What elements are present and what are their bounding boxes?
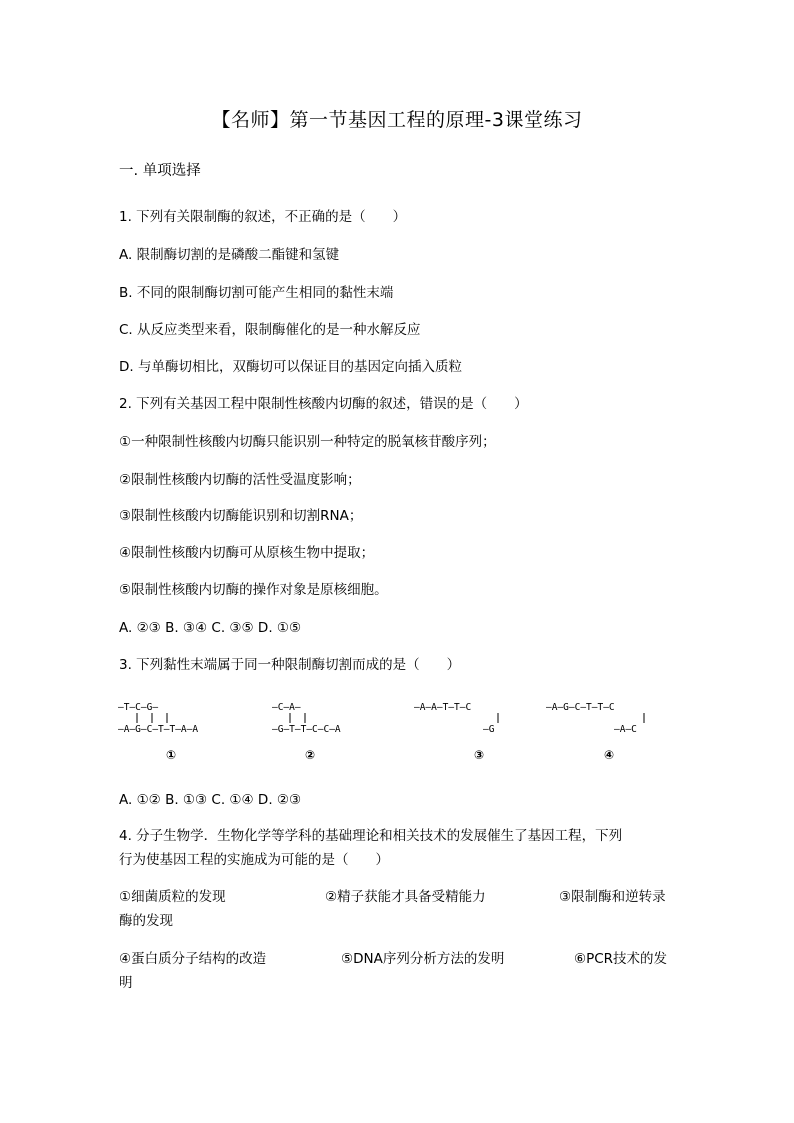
question-4-stem-line-2: 行为使基因工程的实施成为可能的是（ ）	[119, 852, 389, 868]
question-4-item-3-continued: 酶的发现	[119, 913, 173, 929]
question-2-statement-4: ④限制性核酸内切酶可从原核生物中提取；	[119, 545, 375, 561]
figure-label-1: ①	[166, 748, 177, 762]
sticky-end-2	[272, 702, 341, 762]
question-4-item-5: ⑤DNA序列分析方法的发明	[341, 951, 505, 967]
question-3-options: A. ①② B. ①③ C. ①④ D. ②③	[119, 792, 302, 808]
question-2-stem: 2. 下列有关基因工程中限制性核酸内切酶的叙述，错误的是（ ）	[119, 396, 528, 412]
sticky-end-1-bottom-strand: —A—G—C—T—T—A—A	[118, 724, 199, 735]
sticky-end-3	[414, 702, 498, 762]
sticky-end-3-top-strand: —A—A—T—T—C	[414, 702, 472, 713]
question-1-option-b: B. 不同的限制酶切割可能产生相同的黏性末端	[119, 285, 394, 301]
sticky-end-4-top-strand: —A—G—C—T—T—C	[546, 702, 615, 713]
question-2-statement-5: ⑤限制性核酸内切酶的操作对象是原核细胞。	[119, 582, 388, 598]
figure-label-2: ②	[305, 748, 316, 762]
sticky-end-1	[118, 702, 198, 762]
question-1-option-c: C. 从反应类型来看，限制酶催化的是一种水解反应	[119, 322, 421, 338]
question-2-statement-2: ②限制性核酸内切酶的活性受温度影响；	[119, 472, 361, 488]
sticky-ends-figure	[112, 695, 652, 767]
figure-label-4: ④	[604, 748, 615, 762]
question-4-item-6: ⑥PCR技术的发	[574, 951, 668, 967]
sticky-end-2-top-strand: —C—A—	[272, 702, 301, 713]
question-2-statement-3: ③限制性核酸内切酶能识别和切割RNA；	[119, 508, 363, 524]
question-4-stem-line-1: 4. 分子生物学．生物化学等学科的基础理论和相关技术的发展催生了基因工程，下列	[119, 828, 623, 844]
figure-label-3: ③	[474, 748, 485, 762]
question-2-statement-1: ①一种限制性核酸内切酶只能识别一种特定的脱氧核苷酸序列；	[119, 434, 496, 450]
sticky-end-1-top-strand: —T—C—G—	[118, 702, 159, 713]
question-4-item-2: ②精子获能才具备受精能力	[325, 889, 486, 905]
question-4-item-6-continued: 明	[119, 975, 133, 991]
question-1-option-a: A. 限制酶切割的是磷酸二酯键和氢键	[119, 247, 340, 263]
sticky-end-4-bottom-strand: —A—C	[614, 724, 637, 735]
question-4-item-3: ③限制酶和逆转录	[559, 889, 666, 905]
section-heading: 一. 单项选择	[119, 163, 201, 179]
question-3-stem: 3. 下列黏性末端属于同一种限制酶切割而成的是（ ）	[119, 657, 461, 673]
sticky-end-2-bottom-strand: —G—T—T—C—C—A	[272, 724, 341, 735]
sticky-end-4	[546, 702, 644, 762]
question-4-item-1: ①细菌质粒的发现	[119, 889, 226, 905]
page-title: 【名师】第一节基因工程的原理-3课堂练习	[211, 109, 583, 131]
question-4-item-4: ④蛋白质分子结构的改造	[119, 951, 267, 967]
question-2-options: A. ②③ B. ③④ C. ③⑤ D. ①⑤	[119, 620, 302, 636]
sticky-end-3-bottom-strand: —G	[483, 724, 495, 735]
question-1-option-d: D. 与单酶切相比，双酶切可以保证目的基因定向插入质粒	[119, 359, 462, 375]
question-1-stem: 1. 下列有关限制酶的叙述，不正确的是（ ）	[119, 209, 407, 225]
